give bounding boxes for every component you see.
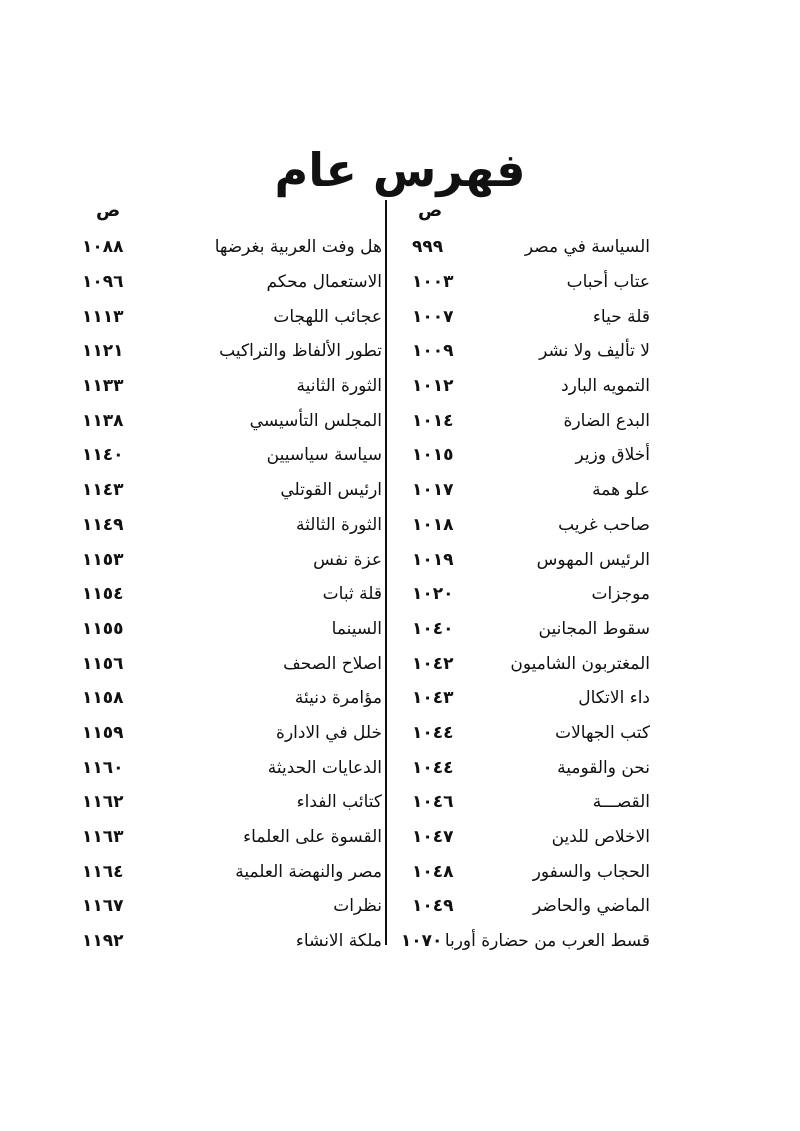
entry-title: قلة ثبات: [322, 584, 382, 605]
index-entry: [82, 646, 382, 681]
index-entry: [412, 820, 650, 855]
entry-title: الدعايات الحديثة: [267, 757, 382, 778]
entry-title: كتائب الفداء: [296, 792, 382, 813]
index-entry: [412, 889, 650, 924]
page-column-label: ص: [418, 200, 443, 221]
entry-page-number: ١١٦٤: [82, 861, 124, 882]
entry-title: الحجاب والسفور: [532, 861, 650, 882]
entry-page-number: ١١٩٢: [82, 931, 124, 952]
column-header-right: [412, 196, 650, 230]
entry-title: نحن والقومية: [557, 757, 650, 778]
entry-title: خلل في الادارة: [276, 722, 382, 743]
entry-page-number: ١٠٤٠: [412, 618, 454, 639]
entry-title: صاحب غريب: [558, 514, 650, 535]
page-column-label: ص: [96, 200, 121, 221]
entry-title: الرئيس المهوس: [536, 549, 650, 570]
entry-page-number: ١٠١٩: [412, 549, 454, 570]
entry-title: هل وفت العربية بغرضها: [214, 237, 382, 258]
entry-title: كتب الجهالات: [555, 722, 650, 743]
entry-title: الثورة الثانية: [296, 376, 382, 397]
entry-page-number: ١١٦٣: [82, 827, 124, 848]
entry-title: سقوط المجانين: [538, 618, 650, 639]
entry-title: المغتربون الشاميون: [510, 653, 650, 674]
entry-page-number: ١١٥٨: [82, 688, 124, 709]
entry-title: عجائب اللهجات: [273, 306, 382, 327]
entry-page-number: ١٠٧٠: [400, 931, 443, 952]
index-entry: [412, 508, 650, 543]
entry-title: قسط العرب من حضارة أوربا: [444, 931, 650, 952]
entry-title: المجلس التأسيسي: [249, 410, 382, 431]
column-header-left: [82, 196, 382, 230]
index-entry: [82, 334, 382, 369]
entry-page-number: ١١٦٠: [82, 757, 124, 778]
entry-page-number: ١٠١٧: [412, 480, 454, 501]
index-entry: [82, 299, 382, 334]
index-entry: [82, 612, 382, 647]
entry-page-number: ١٠٠٩: [412, 341, 454, 362]
entry-page-number: ١٠١٢: [412, 376, 454, 397]
entry-title: قلة حياء: [592, 306, 650, 327]
index-entry: [412, 577, 650, 612]
entry-title: اصلاح الصحف: [283, 653, 382, 674]
entry-page-number: ١٠٤٧: [412, 827, 454, 848]
index-entry: [412, 750, 650, 785]
entry-title: سياسة سياسيين: [266, 445, 382, 466]
index-entry: [82, 577, 382, 612]
entry-title: مؤامرة دنيئة: [294, 688, 382, 709]
index-entry: [412, 854, 650, 889]
entry-title: نظرات: [333, 896, 382, 917]
entry-page-number: ١١٥٩: [82, 722, 124, 743]
index-entry: [82, 854, 382, 889]
entry-title: التمويه البارد: [561, 376, 650, 397]
index-entry: [412, 230, 650, 265]
index-entry: [82, 369, 382, 404]
entry-title: ملكة الانشاء: [295, 931, 382, 952]
entry-title: لا تأليف ولا نشر: [539, 341, 650, 362]
entry-title: تطور الألفاظ والتراكيب: [219, 341, 382, 362]
index-entry: [412, 612, 650, 647]
entry-page-number: ١١٤٣: [82, 480, 124, 501]
entry-page-number: ١٠١٥: [412, 445, 454, 466]
entry-title: ارئيس القوتلي: [280, 480, 382, 501]
entry-page-number: ١٠٠٣: [412, 272, 454, 293]
index-entry: [412, 785, 650, 820]
entry-page-number: ١١٥٥: [82, 618, 124, 639]
index-entry: [82, 716, 382, 751]
entry-title: الاخلاص للدين: [551, 827, 650, 848]
index-entry: [82, 508, 382, 543]
entry-page-number: ١١٣٣: [82, 376, 124, 397]
index-entry: [82, 265, 382, 300]
entry-page-number: ١١٤٠: [82, 445, 124, 466]
entry-title: القصـــة: [592, 792, 650, 813]
index-entry: [412, 646, 650, 681]
entry-page-number: ١٠١٤: [412, 410, 454, 431]
index-entry: [82, 403, 382, 438]
entry-title: السينما: [331, 618, 382, 639]
index-entry: [412, 334, 650, 369]
index-column-right: [400, 196, 650, 958]
entry-page-number: ١٠٤٢: [412, 653, 454, 674]
entry-page-number: ١١١٣: [82, 306, 124, 327]
entry-title: الثورة الثالثة: [296, 514, 382, 535]
index-entry: [412, 681, 650, 716]
entry-page-number: ١١٦٢: [82, 792, 124, 813]
entry-page-number: ١٠٤٤: [412, 722, 454, 743]
entry-title: الاستعمال محكم: [266, 272, 382, 293]
page-title: فهرس عام: [274, 143, 526, 197]
entry-page-number: ١١٢١: [82, 341, 124, 362]
entry-page-number: ١٠٤٩: [412, 896, 454, 917]
index-entry: [412, 473, 650, 508]
entry-page-number: ١٠٤٨: [412, 861, 454, 882]
entry-page-number: ١٠٤٦: [412, 792, 454, 813]
index-entry: [412, 438, 650, 473]
entry-page-number: ١٠٤٣: [412, 688, 454, 709]
index-entry: [412, 716, 650, 751]
entry-title: داء الاتكال: [578, 688, 650, 709]
index-entry: [412, 369, 650, 404]
entry-title: أخلاق وزير: [575, 445, 650, 466]
index-entry: [82, 681, 382, 716]
entry-page-number: ١٠٨٨: [82, 237, 124, 258]
entry-page-number: ١٠٠٧: [412, 306, 454, 327]
entry-title: السياسة في مصر: [524, 237, 650, 258]
entry-page-number: ١١٣٨: [82, 410, 124, 431]
entry-page-number: ٩٩٩: [412, 237, 444, 258]
entry-page-number: ١١٤٩: [82, 514, 124, 535]
entry-page-number: ١١٦٧: [82, 896, 124, 917]
entry-title: عتاب أحباب: [566, 272, 650, 293]
index-entry: [82, 750, 382, 785]
entry-page-number: ١١٥٣: [82, 549, 124, 570]
entry-title: موجزات: [591, 584, 650, 605]
entry-title: البدع الضارة: [563, 410, 650, 431]
index-entry: [400, 924, 650, 959]
index-entry: [82, 438, 382, 473]
entry-title: القسوة على العلماء: [243, 827, 382, 848]
index-entry: [82, 473, 382, 508]
entry-page-number: ١١٥٤: [82, 584, 124, 605]
entry-page-number: ١٠٩٦: [82, 272, 124, 293]
index-entry: [82, 542, 382, 577]
entry-page-number: ١٠٤٤: [412, 757, 454, 778]
index-column-left: [82, 196, 382, 958]
entry-title: الماضي والحاضر: [533, 896, 650, 917]
index-entry: [82, 924, 382, 959]
index-entry: [82, 889, 382, 924]
entry-title: مصر والنهضة العلمية: [235, 861, 382, 882]
entry-page-number: ١١٥٦: [82, 653, 124, 674]
entry-title: عزة نفس: [313, 549, 382, 570]
index-entry: [412, 265, 650, 300]
index-entry: [82, 820, 382, 855]
entry-title: علو همة: [592, 480, 650, 501]
entry-page-number: ١٠١٨: [412, 514, 454, 535]
index-entry: [412, 403, 650, 438]
index-entry: [412, 299, 650, 334]
column-divider: [385, 200, 387, 945]
index-entry: [82, 230, 382, 265]
index-entry: [412, 542, 650, 577]
index-entry: [82, 785, 382, 820]
entry-page-number: ١٠٢٠: [412, 584, 454, 605]
